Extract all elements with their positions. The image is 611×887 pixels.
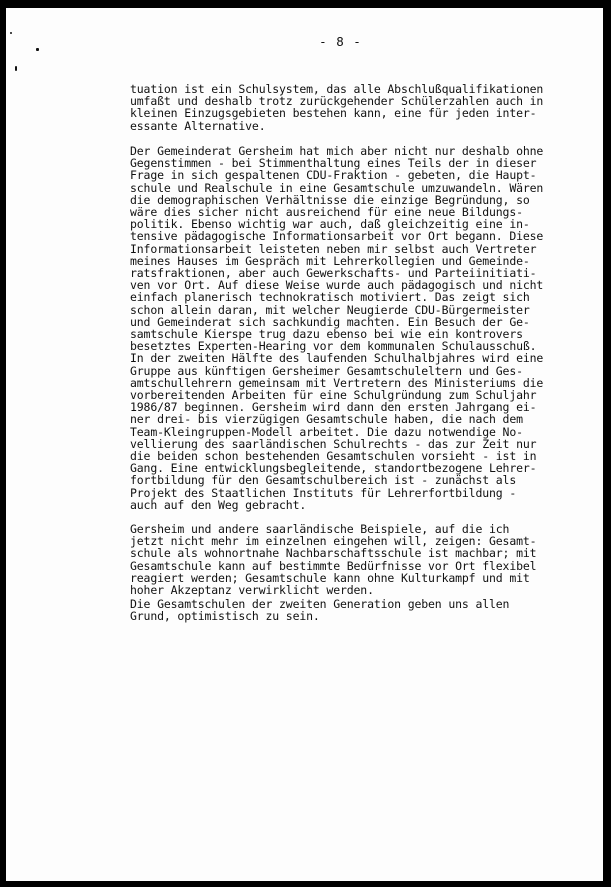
text-line: vorbereitenden Arbeiten für eine Schulgründung zum Schuljahr <box>130 388 537 403</box>
text-line: Der Gemeinderat Gersheim hat mich aber nicht nur deshalb ohne <box>130 144 544 158</box>
paragraph-2 <box>130 145 562 511</box>
text-line: einfach planerisch technokratisch motiviert. Das zeigt sich <box>130 290 530 305</box>
text-line: amtschullehrern gemeinsam mit Vertretern des Ministeriums die <box>130 375 544 390</box>
scan-speck <box>15 66 17 71</box>
text-line: hoher Akzeptanz verwirklicht werden. <box>130 583 374 598</box>
text-line: Grund, optimistisch zu sein. <box>130 609 320 624</box>
text-line: Gesamtschule kann auf bestimmte Bedürfnisse vor Ort flexibel <box>130 558 537 573</box>
text-line: ratsfraktionen, aber auch Gewerkschafts- und Parteiinitiati- <box>130 266 537 281</box>
paragraph-4 <box>130 598 562 622</box>
text-line: die demographischen Verhältnisse die einzige Begründung, so <box>130 192 530 207</box>
text-line: meines Hauses im Gespräch mit Lehrerkollegien und Gemeinde- <box>130 253 530 268</box>
text-line: schule als wohnortnahe Nachbarschaftsschule ist machbar; mit <box>130 546 537 561</box>
text-line: ner drei- bis vierzügigen Gesamtschule haben, die nach dem <box>130 412 523 427</box>
text-line: Informationsarbeit leisteten neben mir selbst auch Vertreter <box>130 241 537 256</box>
text-line: umfaßt und deshalb trotz zurückgehender Schülerzahlen auch in <box>130 94 544 109</box>
text-line: essante Alternative. <box>130 118 266 133</box>
scan-speck <box>10 32 12 34</box>
text-line: kleinen Einzugsgebieten bestehen kann, eine für jeden inter- <box>130 106 537 121</box>
text-line: tensive pädagogische Informationsarbeit vor Ort begann. Diese <box>130 229 544 244</box>
text-line: und Gemeinderat sich sachkundig machten. Ein Besuch der Ge- <box>130 314 530 329</box>
scan-border-left <box>0 0 5 887</box>
text-line: reagiert werden; Gesamtschule kann ohne Kulturkampf und mit <box>130 570 530 585</box>
text-line: Frage in sich gespaltenen CDU-Fraktion - gebeten, die Haupt- <box>130 168 537 183</box>
text-line: ven vor Ort. Auf diese Weise wurde auch pädagogisch und nicht <box>130 278 544 293</box>
text-line: Gersheim und andere saarländische Beispiele, auf die ich <box>130 522 510 536</box>
scan-border-right <box>605 0 611 887</box>
scan-speck <box>36 48 39 51</box>
text-line: Gruppe aus künftigen Gersheimer Gesamtschuleltern und Ges- <box>130 363 523 378</box>
text-line: tuation ist ein Schulsystem, das alle Abschlußqualifikationen <box>130 82 544 96</box>
paragraph-3 <box>130 523 562 596</box>
text-line: In der zweiten Hälfte des laufenden Schulhalbjahres wird eine <box>130 351 544 366</box>
text-line: Die Gesamtschulen der zweiten Generation geben uns allen <box>130 597 510 611</box>
page-number: - 8 - <box>319 34 362 49</box>
text-line: die beiden schon bestehenden Gesamtschulen vorsieht - ist in <box>130 449 537 464</box>
text-line: politik. Ebenso wichtig war auch, daß gleichzeitig eine in- <box>130 217 530 232</box>
text-line: fortbildung für den Gesamtschulbereich ist - zunächst als <box>130 473 517 488</box>
document-page <box>6 8 603 881</box>
text-line: schon allein daran, mit welcher Neugierde CDU-Bürgermeister <box>130 302 530 317</box>
text-line: 1986/87 beginnen. Gersheim wird dann den ersten Jahrgang ei- <box>130 400 537 415</box>
text-line: wäre dies sicher nicht ausreichend für eine neue Bildungs- <box>130 205 523 220</box>
text-line: auch auf den Weg gebracht. <box>130 497 307 512</box>
text-line: vellierung des saarländischen Schulrechts - das zur Zeit nur <box>130 436 537 451</box>
text-line: samtschule Kierspe trug dazu ebenso bei wie ein kontrovers <box>130 327 523 342</box>
text-line: Projekt des Staatlichen Instituts für Lehrerfortbildung - <box>130 485 517 500</box>
text-line: Gang. Eine entwicklungsbegleitende, standortbezogene Lehrer- <box>130 461 537 476</box>
text-line: jetzt nicht mehr im einzelnen eingehen will, zeigen: Gesamt- <box>130 534 537 549</box>
text-line: Gegenstimmen - bei Stimmenthaltung eines Teils der in dieser <box>130 156 537 171</box>
text-line: Team-Kleingruppen-Modell arbeitet. Die dazu notwendige No- <box>130 424 523 439</box>
text-line: besetztes Experten-Hearing vor dem kommunalen Schulausschuß. <box>130 339 537 354</box>
paragraph-1 <box>130 83 562 132</box>
text-line: schule und Realschule in eine Gesamtschule umzuwandeln. Wären <box>130 180 544 195</box>
